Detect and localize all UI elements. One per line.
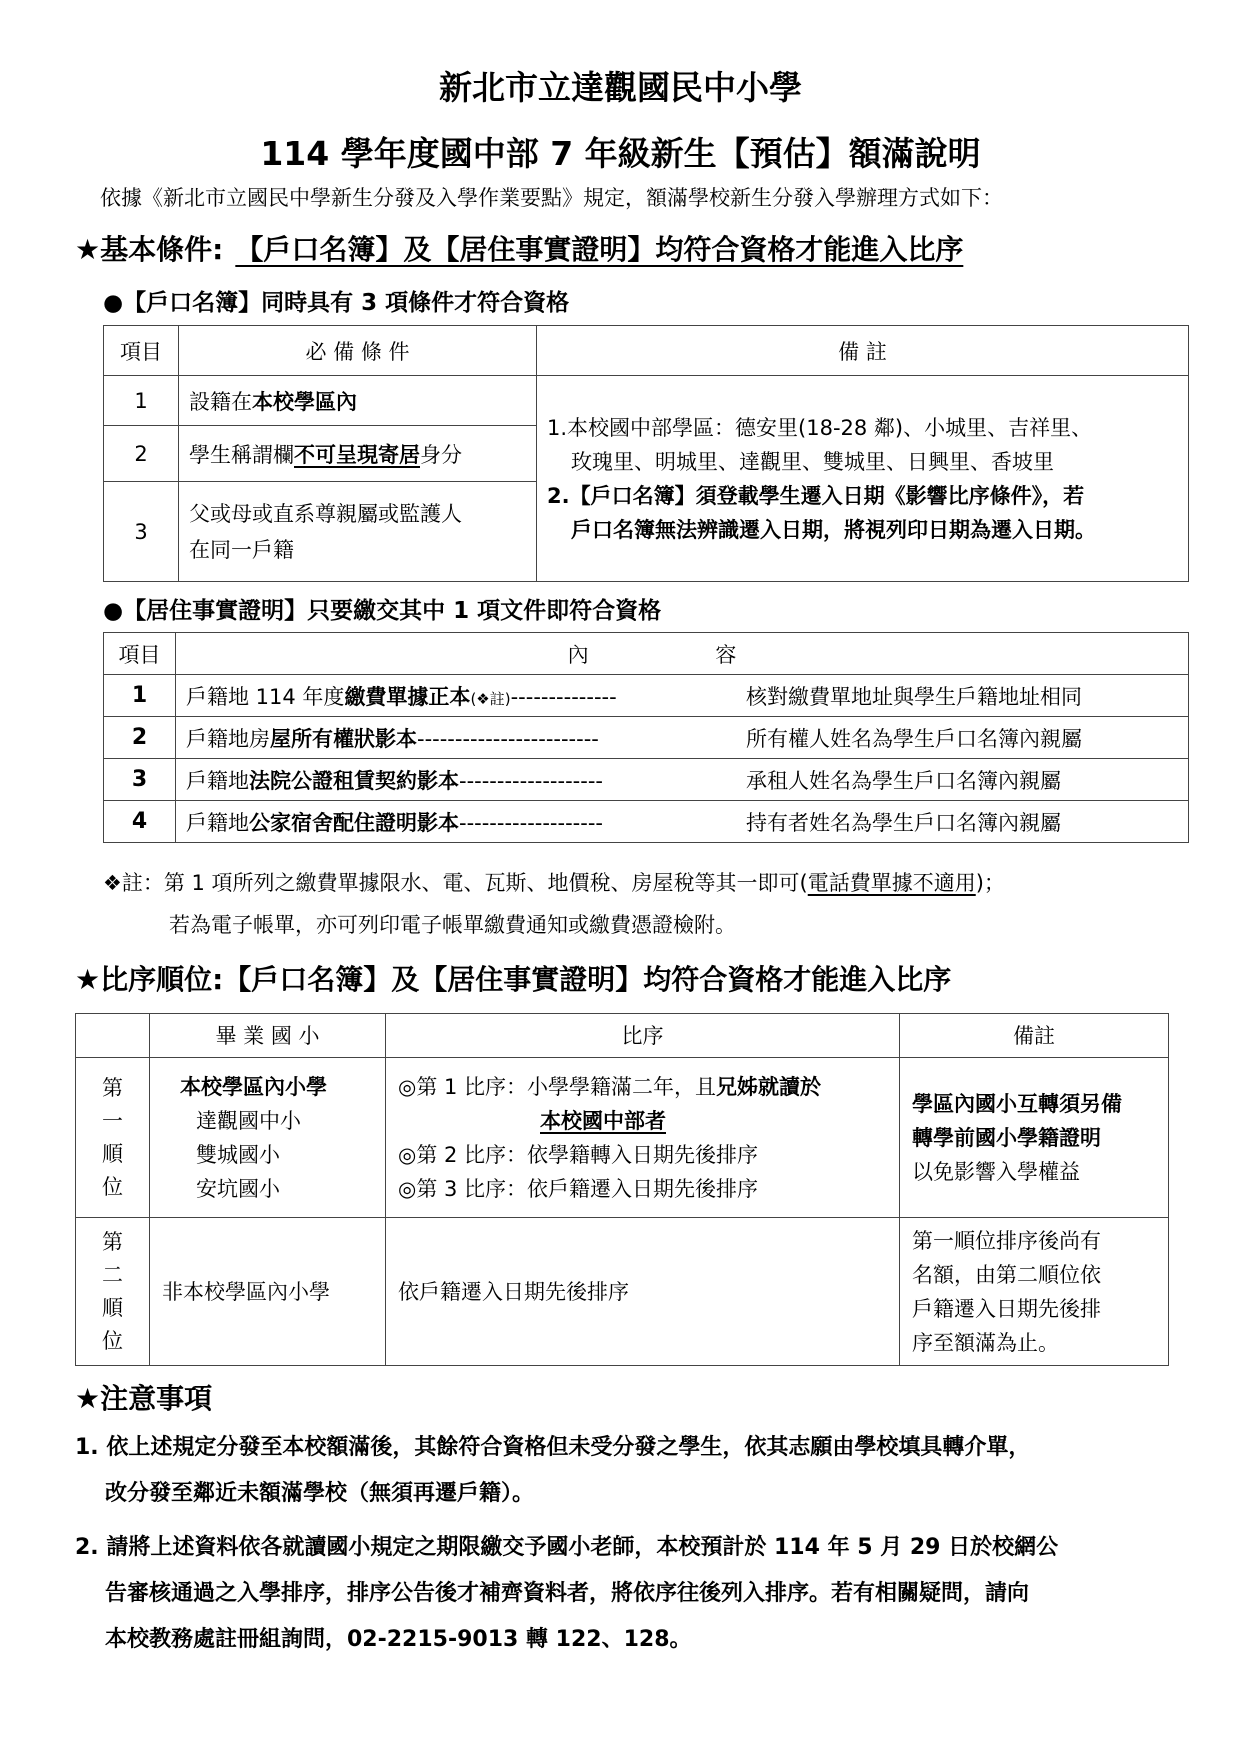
household-table (103, 325, 1189, 582)
first-priority-note (900, 1058, 1169, 1218)
note-line: 序至額滿為止。 (912, 1330, 1059, 1355)
residence-row-num: 1 (104, 675, 176, 717)
household-subheading: ●【戶口名簿】同時具有 3 項條件才符合資格 (103, 290, 570, 316)
residence-row (104, 801, 1189, 843)
household-col-item: 項目 (104, 326, 179, 376)
footnote (103, 862, 1005, 946)
second-priority-label (76, 1218, 150, 1366)
note-bold-line2: 轉學前國小學籍證明 (912, 1125, 1101, 1150)
notice-line: 改分發至鄰近未額滿學校（無須再遷戶籍）。 (105, 1481, 535, 1506)
label-char: 第 (102, 1075, 123, 1100)
intro-text: 依據《新北市立國民中學新生分發及入學作業要點》規定，額滿學校新生分發入學辦理方式如下： (100, 186, 1003, 210)
first-priority-schools (150, 1058, 386, 1218)
note-line: 戶籍遷入日期先後排 (912, 1296, 1101, 1321)
note-line: 第一順位排序後尚有 (912, 1228, 1101, 1253)
residence-row-num: 3 (104, 759, 176, 801)
doc-pre: 戶籍地 (186, 810, 249, 835)
residence-col-content: 內 容 (176, 633, 1189, 675)
doc-dash: -------------- (510, 684, 617, 709)
note-plain-line: 以免影響入學權益 (912, 1159, 1080, 1184)
doc-pre: 戶籍地房 (186, 726, 270, 751)
basic-heading-label: ★基本條件: (75, 233, 224, 266)
note-line: 名額，由第二順位依 (912, 1262, 1101, 1287)
req-line1: 父或母或直系尊親屬或監護人 (189, 501, 462, 526)
school-name: 新北市立達觀國民中小學 (439, 68, 802, 107)
note1-line-b: 玫瑰里、明城里、達觀里、雙城里、日興里、香坡里 (571, 449, 1054, 474)
rank1-bold: 兄姊就讀於 (716, 1074, 822, 1099)
note1-line-a: 1.本校國中部學區：德安里(18-28 鄰)、小城里、吉祥里、 (547, 415, 1093, 440)
doc-dash: ------------------- (459, 810, 603, 835)
household-col-note: 備 註 (537, 326, 1189, 376)
school-name-item: 安坑國小 (196, 1176, 280, 1201)
household-col-req: 必 備 條 件 (179, 326, 537, 376)
ranking-heading: ★比序順位:【戶口名簿】及【居住事實證明】均符合資格才能進入比序 (75, 963, 952, 996)
second-priority-school: 非本校學區內小學 (150, 1218, 386, 1366)
footnote-text: ❖註：第 1 項所列之繳費單據限水、電、瓦斯、地價稅、房屋稅等其一即可( (103, 871, 808, 895)
notice-line: 1. 依上述規定分發至本校額滿後，其餘符合資格但未受分發之學生，依其志願由學校填具轉介單， (75, 1435, 1031, 1460)
residence-row (104, 675, 1189, 717)
label-char: 第 (102, 1229, 123, 1254)
residence-col-item: 項目 (104, 633, 176, 675)
doc-pre: 戶籍地 114 年度 (186, 684, 345, 709)
basic-conditions-heading (75, 228, 963, 268)
req-text: 設籍在 (189, 389, 252, 414)
doc-dash: ------------------- (459, 768, 603, 793)
notice-list (75, 1425, 1175, 1671)
footnote-line2: 若為電子帳單，亦可列印電子帳單繳費通知或繳費憑證檢附。 (169, 913, 736, 937)
doc-requirement: 所有權人姓名為學生戶口名簿內親屬 (746, 726, 1082, 751)
second-priority-row (76, 1218, 1169, 1366)
first-priority-label (76, 1058, 150, 1218)
note-bold-line1: 學區內國小互轉須另備 (912, 1091, 1122, 1116)
doc-note-ref: (❖註) (470, 689, 511, 708)
household-row-req (179, 376, 537, 426)
notice-line: 告審核通過之入學排序，排序公告後才補齊資料者，將依序往後列入排序。若有相關疑問，請向 (105, 1581, 1030, 1606)
school-title: 本校學區內小學 (180, 1074, 327, 1099)
household-note (537, 376, 1189, 582)
notice-item (75, 1425, 1175, 1517)
notice-line: 2. 請將上述資料依各就讀國小規定之期限繳交予國小老師，本校預計於 114 年 5 月 29 日於校網公 (75, 1535, 1059, 1560)
first-priority-ranks (386, 1058, 900, 1218)
residence-row (104, 717, 1189, 759)
footnote-underlined: 電話費單據不適用 (807, 871, 976, 895)
ranking-table (75, 1013, 1169, 1366)
rank1-text: ◎第 1 比序：小學學籍滿二年，且 (398, 1074, 717, 1099)
household-row-req (179, 482, 537, 582)
ranking-col-school: 畢 業 國 小 (150, 1014, 386, 1058)
rank3-text: ◎第 3 比序：依戶籍遷入日期先後排序 (398, 1176, 759, 1201)
page-title: 114 學年度國中部 7 年級新生【預估】額滿說明 (260, 134, 981, 173)
req-text-post: 身分 (420, 442, 462, 467)
first-priority-row (76, 1058, 1169, 1218)
req-text: 學生稱謂欄 (189, 442, 294, 467)
ranking-col-rank: 比序 (386, 1014, 900, 1058)
second-priority-note (900, 1218, 1169, 1366)
label-char: 位 (102, 1328, 123, 1353)
residence-row (104, 759, 1189, 801)
rank2-text: ◎第 2 比序：依學籍轉入日期先後排序 (398, 1142, 759, 1167)
note2-line-a: 2.【戶口名簿】須登載學生遷入日期《影響比序條件》，若 (547, 483, 1085, 508)
doc-requirement: 承租人姓名為學生戶口名簿內親屬 (746, 768, 1061, 793)
label-char: 順 (102, 1141, 123, 1166)
label-char: 一 (102, 1108, 123, 1133)
footnote-end: )； (975, 871, 1005, 895)
doc-dash: ------------------------ (417, 726, 599, 751)
doc-bold: 法院公證租賃契約影本 (249, 768, 459, 793)
household-row-req (179, 426, 537, 482)
school-name-item: 達觀國中小 (196, 1108, 301, 1133)
notice-heading: ★注意事項 (75, 1382, 213, 1415)
residence-table (103, 632, 1189, 843)
household-row-num: 3 (104, 482, 179, 582)
household-row-num: 2 (104, 426, 179, 482)
residence-row-num: 4 (104, 801, 176, 843)
household-row-num: 1 (104, 376, 179, 426)
rank1-underlined: 本校國中部者 (540, 1108, 666, 1133)
second-priority-rank: 依戶籍遷入日期先後排序 (386, 1218, 900, 1366)
notice-line: 本校教務處註冊組詢問，02-2215-9013 轉 122、128。 (105, 1627, 692, 1652)
ranking-col-note: 備註 (900, 1014, 1169, 1058)
doc-bold: 公家宿舍配住證明影本 (249, 810, 459, 835)
residence-row-num: 2 (104, 717, 176, 759)
basic-heading-underlined: 【戶口名簿】及【居住事實證明】均符合資格才能進入比序 (235, 233, 964, 266)
note2-line-b: 戶口名簿無法辨識遷入日期，將視列印日期為遷入日期。 (571, 517, 1096, 542)
residence-subheading: ●【居住事實證明】只要繳交其中 1 項文件即符合資格 (103, 598, 662, 624)
notice-item (75, 1525, 1175, 1663)
doc-requirement: 核對繳費單地址與學生戶籍地址相同 (746, 684, 1082, 709)
req-bold: 不可呈現寄居 (294, 442, 420, 467)
school-name-item: 雙城國小 (196, 1142, 280, 1167)
doc-bold: 屋所有權狀影本 (270, 726, 417, 751)
req-bold: 本校學區內 (252, 389, 357, 414)
label-char: 二 (102, 1262, 123, 1287)
doc-requirement: 持有者姓名為學生戶口名簿內親屬 (746, 810, 1061, 835)
doc-bold: 繳費單據正本 (344, 684, 471, 709)
label-char: 位 (102, 1174, 123, 1199)
label-char: 順 (102, 1295, 123, 1320)
req-line2: 在同一戶籍 (189, 537, 294, 562)
doc-pre: 戶籍地 (186, 768, 249, 793)
